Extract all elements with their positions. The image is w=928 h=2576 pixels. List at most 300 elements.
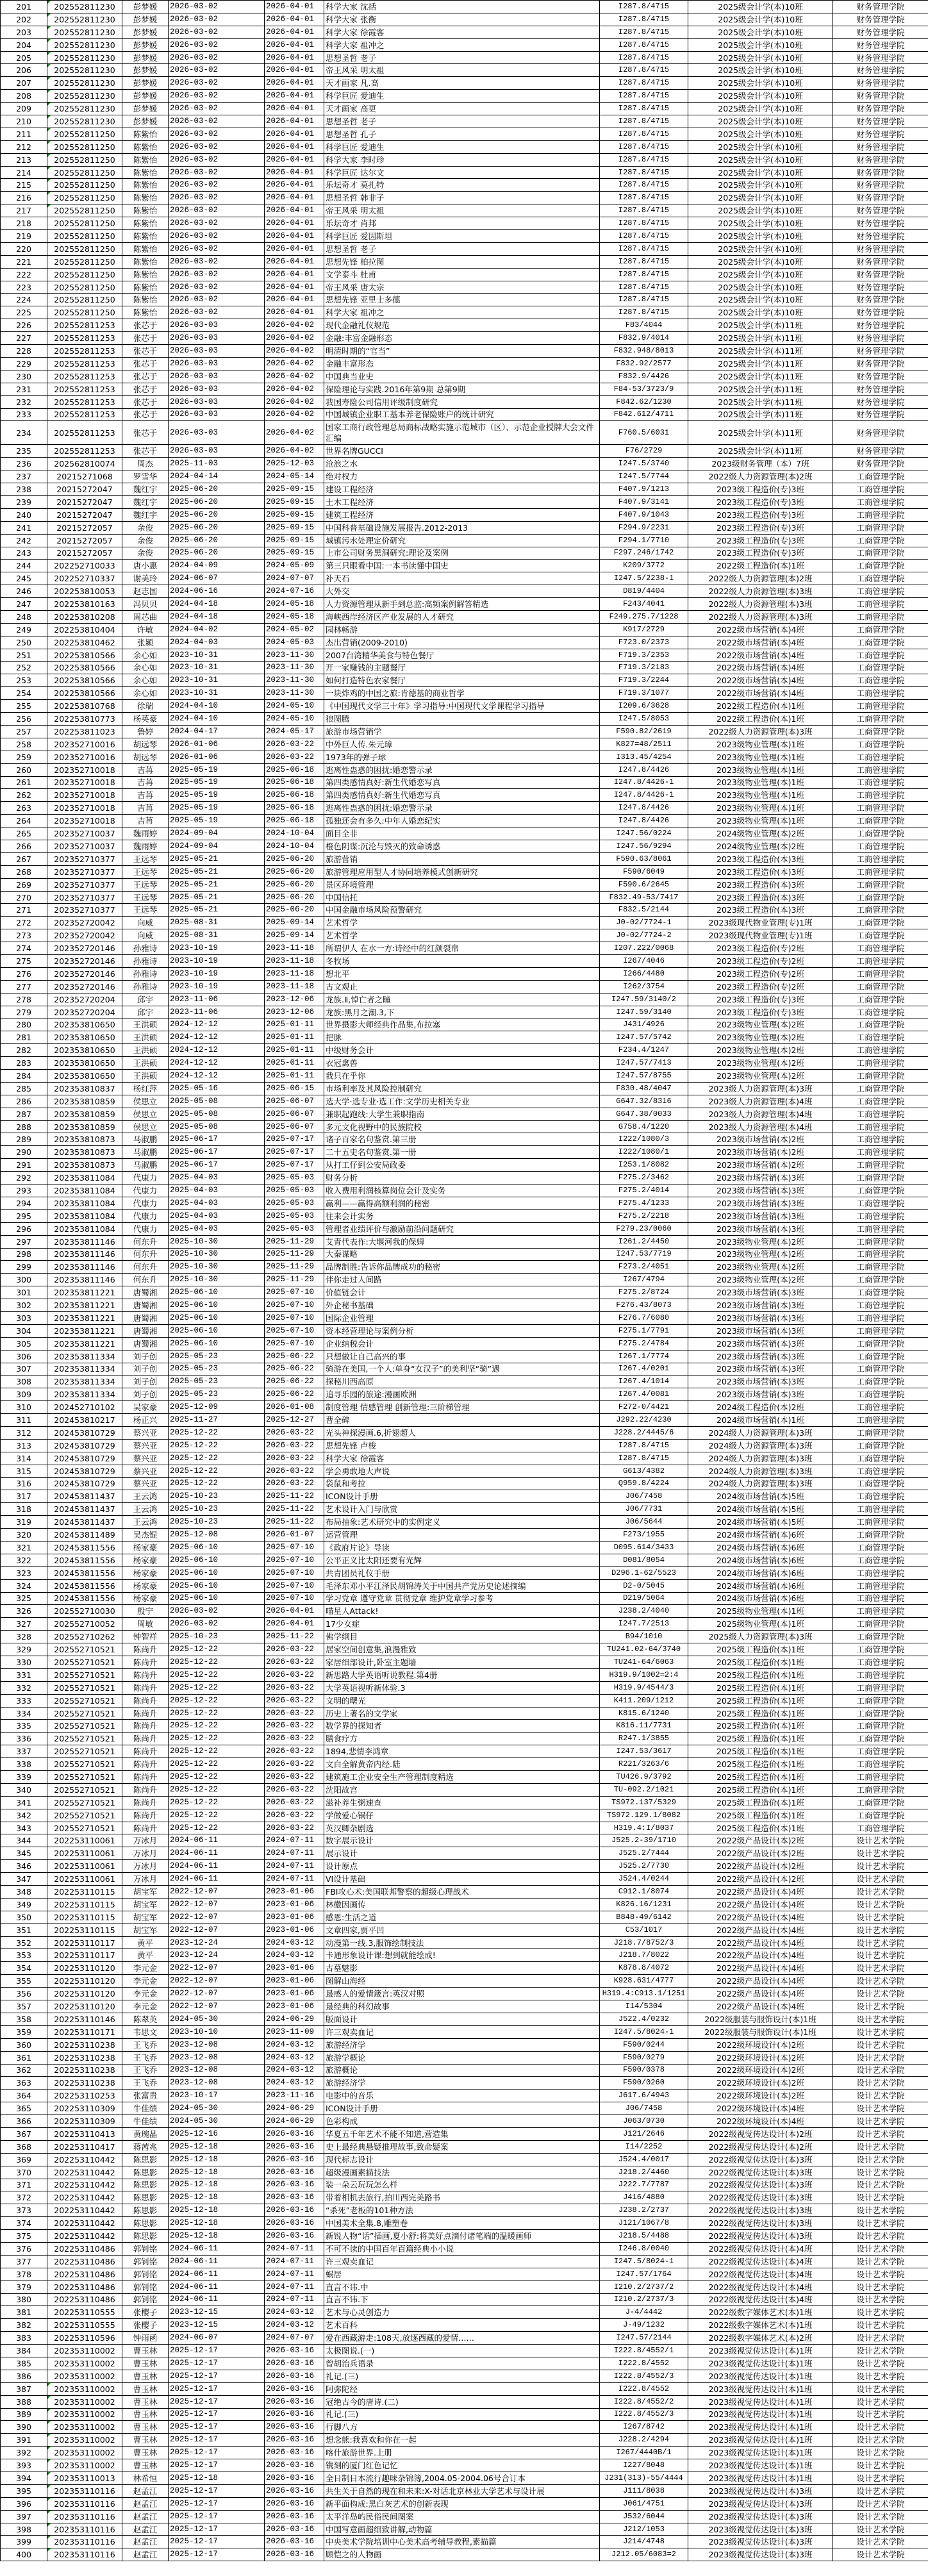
book-title-cell[interactable]: 思想圣哲 老子	[324, 242, 600, 255]
borrow-date-cell[interactable]: 2026-03-02	[169, 1605, 265, 1618]
book-title-cell[interactable]: 收入费用利润核算岗位会计及实务	[324, 1184, 600, 1197]
call-number-cell[interactable]: F832.5/2144	[600, 904, 688, 917]
call-number-cell[interactable]: J121/1067/8	[600, 2217, 688, 2230]
student-id-cell[interactable]: 202353811146	[47, 1248, 122, 1261]
borrow-date-cell[interactable]: 2026-03-02	[169, 26, 265, 38]
class-cell[interactable]: 2025级会计学(本)11班	[688, 395, 833, 408]
student-name-cell[interactable]: 赵孟江	[122, 2548, 169, 2561]
book-title-cell[interactable]: 新思路大学英语听说教程.第4册	[324, 1668, 600, 1681]
student-id-cell[interactable]: 202352710377	[47, 891, 122, 904]
student-name-cell[interactable]: 赵孟江	[122, 2484, 169, 2497]
row-index-cell[interactable]: 277	[1, 980, 47, 993]
book-title-cell[interactable]: 人力资源管理从新手到总监:高频案例解答精选	[324, 598, 600, 611]
book-title-cell[interactable]: 建设工程经济	[324, 483, 600, 496]
call-number-cell[interactable]: F407.9/1213	[600, 483, 688, 496]
due-date-cell[interactable]: 2026-03-22	[265, 1452, 324, 1465]
college-cell[interactable]: 设计艺术学院	[833, 1886, 928, 1899]
class-cell[interactable]: 2023级物业管理(本)2班	[688, 1248, 833, 1261]
borrow-date-cell[interactable]: 2026-03-02	[169, 13, 265, 26]
student-id-cell[interactable]: 202353110002	[47, 2345, 122, 2357]
student-name-cell[interactable]: 刘子创	[122, 1350, 169, 1363]
book-title-cell[interactable]: 城镇污水处理定价研究	[324, 534, 600, 547]
student-id-cell[interactable]: 202253110115	[47, 1924, 122, 1936]
borrow-date-cell[interactable]: 2026-01-06	[169, 738, 265, 751]
student-id-cell[interactable]: 202453811556	[47, 1592, 122, 1605]
college-cell[interactable]: 工商管理学院	[833, 1337, 928, 1350]
student-id-cell[interactable]: 20215272057	[47, 547, 122, 560]
book-title-cell[interactable]: 学习党章 遵守党章 贯彻党章 维护党章学习参考	[324, 1592, 600, 1605]
college-cell[interactable]: 工商管理学院	[833, 1771, 928, 1784]
row-index-cell[interactable]: 381	[1, 2306, 47, 2319]
student-name-cell[interactable]: 曹玉林	[122, 2395, 169, 2408]
student-name-cell[interactable]: 魏红宇	[122, 495, 169, 508]
book-title-cell[interactable]: 所谓伊人 在水一方:诗经中的红颜裂帛	[324, 942, 600, 955]
due-date-cell[interactable]: 2026-03-22	[265, 1745, 324, 1758]
college-cell[interactable]: 工商管理学院	[833, 751, 928, 763]
book-title-cell[interactable]: 《中国现代文学三十年》学习指导:中国现代文学课程学习指导	[324, 700, 600, 713]
college-cell[interactable]: 财务管理学院	[833, 319, 928, 332]
book-title-cell[interactable]: 新平面构成:黑白灰艺术的创新表现	[324, 2497, 600, 2510]
college-cell[interactable]: 工商管理学院	[833, 1108, 928, 1120]
class-cell[interactable]: 2023级视觉传达设计(本)1班	[688, 2459, 833, 2472]
call-number-cell[interactable]: F832.9/4014	[600, 332, 688, 345]
row-index-cell[interactable]: 389	[1, 2408, 47, 2421]
due-date-cell[interactable]: 2024-07-07	[265, 572, 324, 585]
student-name-cell[interactable]: 吉苒	[122, 802, 169, 815]
class-cell[interactable]: 2022级人力资源管理(本)3班	[688, 585, 833, 598]
college-cell[interactable]: 财务管理学院	[833, 38, 928, 51]
student-id-cell[interactable]: 202253110120	[47, 1988, 122, 2000]
book-title-cell[interactable]: VI设计基础	[324, 1873, 600, 1886]
college-cell[interactable]: 财务管理学院	[833, 140, 928, 153]
borrow-date-cell[interactable]: 2026-03-02	[169, 140, 265, 153]
row-index-cell[interactable]: 292	[1, 1172, 47, 1184]
call-number-cell[interactable]: F243/4041	[600, 598, 688, 611]
due-date-cell[interactable]: 2026-04-01	[265, 179, 324, 192]
row-index-cell[interactable]: 256	[1, 713, 47, 726]
class-cell[interactable]: 2023级工程造价(本)3班	[688, 865, 833, 878]
book-title-cell[interactable]: 镌刻的厦门红色记忆	[324, 2459, 600, 2472]
college-cell[interactable]: 工商管理学院	[833, 917, 928, 929]
due-date-cell[interactable]: 2026-04-01	[265, 306, 324, 319]
student-id-cell[interactable]: 202552811250	[47, 294, 122, 306]
student-id-cell[interactable]	[47, 1, 122, 13]
row-index-cell[interactable]: 373	[1, 2204, 47, 2217]
student-id-cell[interactable]: 202253810404	[47, 623, 122, 636]
class-cell[interactable]: 2025级工程造价(本)1班	[688, 1771, 833, 1784]
call-number-cell[interactable]: F723.0/2373	[600, 636, 688, 649]
row-index-cell[interactable]: 275	[1, 955, 47, 968]
call-number-cell[interactable]: H319.4:I/8037	[600, 1822, 688, 1834]
call-number-cell[interactable]: F83/4044	[600, 319, 688, 332]
student-id-cell[interactable]: 202253810053	[47, 585, 122, 598]
student-id-cell[interactable]	[47, 2484, 122, 2497]
row-index-cell[interactable]: 313	[1, 1439, 47, 1452]
college-cell[interactable]: 工商管理学院	[833, 1274, 928, 1286]
call-number-cell[interactable]: K827=48/2511	[600, 738, 688, 751]
call-number-cell[interactable]: R221/3263/6	[600, 1758, 688, 1771]
college-cell[interactable]: 工商管理学院	[833, 955, 928, 968]
due-date-cell[interactable]: 2026-04-01	[265, 242, 324, 255]
row-index-cell[interactable]: 263	[1, 802, 47, 815]
borrow-date-cell[interactable]: 2025-08-31	[169, 917, 265, 929]
row-index-cell[interactable]: 321	[1, 1541, 47, 1554]
college-cell[interactable]: 财务管理学院	[833, 128, 928, 140]
call-number-cell[interactable]: I267/4046	[600, 955, 688, 968]
row-index-cell[interactable]: 279	[1, 1006, 47, 1018]
row-index-cell[interactable]: 223	[1, 281, 47, 294]
book-title-cell[interactable]: 喵星人Attack!	[324, 1605, 600, 1618]
book-title-cell[interactable]: 伴你走过人间路	[324, 1274, 600, 1286]
student-id-cell[interactable]	[47, 2523, 122, 2536]
due-date-cell[interactable]: 2026-03-22	[265, 738, 324, 751]
student-name-cell[interactable]: 陈思影	[122, 2230, 169, 2243]
row-index-cell[interactable]: 265	[1, 827, 47, 840]
class-cell[interactable]: 2023级市场营销(本)3班	[688, 1324, 833, 1337]
due-date-cell[interactable]: 2025-06-07	[265, 1108, 324, 1120]
row-index-cell[interactable]: 239	[1, 495, 47, 508]
book-title-cell[interactable]: FBI攻心术:美国联邦警察的超级心理战术	[324, 1886, 600, 1899]
row-index-cell[interactable]: 370	[1, 2166, 47, 2179]
row-index-cell[interactable]: 346	[1, 1860, 47, 1873]
due-date-cell[interactable]: 2026-04-01	[265, 90, 324, 103]
borrow-date-cell[interactable]: 2026-03-03	[169, 445, 265, 458]
college-cell[interactable]: 设计艺术学院	[833, 2370, 928, 2382]
college-cell[interactable]: 财务管理学院	[833, 230, 928, 243]
class-cell[interactable]: 2023级工程造价(本)3班	[688, 891, 833, 904]
class-cell[interactable]: 2024级市场营销(本)5班	[688, 1503, 833, 1516]
college-cell[interactable]: 财务管理学院	[833, 357, 928, 370]
class-cell[interactable]: 2025级工程造价(本)1班	[688, 1809, 833, 1822]
row-index-cell[interactable]: 231	[1, 383, 47, 395]
class-cell[interactable]: 2022级产品设计(本)2班	[688, 1847, 833, 1860]
student-id-cell[interactable]: 202253110061	[47, 1847, 122, 1860]
class-cell[interactable]: 2022级人力资源管理(本)2班	[688, 572, 833, 585]
student-id-cell[interactable]: 202552710521	[47, 1681, 122, 1694]
borrow-date-cell[interactable]: 2025-06-20	[169, 508, 265, 521]
class-cell[interactable]: 2023级市场营销(本)3班	[688, 1197, 833, 1209]
student-id-cell[interactable]: 202253110442	[47, 2179, 122, 2191]
row-index-cell[interactable]: 268	[1, 865, 47, 878]
call-number-cell[interactable]: I287.8/4715	[600, 153, 688, 166]
book-title-cell[interactable]: 科学大家 祖冲之	[324, 38, 600, 51]
class-cell[interactable]: 2022级环境设计(本)2班	[688, 2064, 833, 2077]
student-name-cell[interactable]: 吉苒	[122, 763, 169, 776]
book-title-cell[interactable]: 大外交	[324, 585, 600, 598]
college-cell[interactable]: 工商管理学院	[833, 1720, 928, 1733]
student-name-cell[interactable]: 陈尚升	[122, 1681, 169, 1694]
book-title-cell[interactable]: 天才画家 高更	[324, 103, 600, 115]
book-title-cell[interactable]: 顾恺之的人物画	[324, 2548, 600, 2561]
row-index-cell[interactable]: 250	[1, 636, 47, 649]
student-id-cell[interactable]	[47, 90, 122, 103]
student-name-cell[interactable]: 王远琴	[122, 865, 169, 878]
student-name-cell[interactable]: 杨红萍	[122, 1082, 169, 1095]
college-cell[interactable]: 工商管理学院	[833, 560, 928, 572]
book-title-cell[interactable]: 中央美术学院培训中心美术高考辅导教程,素描篇	[324, 2536, 600, 2548]
due-date-cell[interactable]: 2023-01-06	[265, 1988, 324, 2000]
row-index-cell[interactable]: 397	[1, 2510, 47, 2523]
book-title-cell[interactable]: 最经典的科幻故事	[324, 2000, 600, 2013]
borrow-date-cell[interactable]: 2023-10-31	[169, 674, 265, 687]
class-cell[interactable]: 2022级服装与服饰设计(本)1班	[688, 2013, 833, 2025]
college-cell[interactable]: 工商管理学院	[833, 1707, 928, 1720]
student-name-cell[interactable]: 张芯于	[122, 319, 169, 332]
book-title-cell[interactable]: 历史上著名的文学家	[324, 1707, 600, 1720]
call-number-cell[interactable]: J214/4748	[600, 2536, 688, 2548]
student-id-cell[interactable]: 202253110238	[47, 2038, 122, 2051]
student-name-cell[interactable]: 陈思影	[122, 2217, 169, 2230]
due-date-cell[interactable]: 2026-03-16	[265, 2191, 324, 2204]
due-date-cell[interactable]: 2024-07-16	[265, 585, 324, 598]
book-title-cell[interactable]: 共生关于自然的现在和未来:X-对话北京林业大学艺术与设计展	[324, 2484, 600, 2497]
student-name-cell[interactable]: 李元金	[122, 1975, 169, 1988]
call-number-cell[interactable]: J238.2/4040	[600, 1605, 688, 1618]
class-cell[interactable]: 2022级市场营销(本)4班	[688, 623, 833, 636]
college-cell[interactable]: 工商管理学院	[833, 649, 928, 661]
class-cell[interactable]: 2023级工程造价(专)2班	[688, 980, 833, 993]
student-id-cell[interactable]: 202253810566	[47, 674, 122, 687]
borrow-date-cell[interactable]: 2025-10-23	[169, 1516, 265, 1529]
borrow-date-cell[interactable]: 2024-06-11	[169, 2255, 265, 2268]
student-name-cell[interactable]: 彭梦媛	[122, 1, 169, 13]
borrow-date-cell[interactable]: 2024-06-11	[169, 1873, 265, 1886]
student-id-cell[interactable]: 202453810729	[47, 1452, 122, 1465]
class-cell[interactable]: 2022级视觉传达设计(本)4班	[688, 2255, 833, 2268]
borrow-date-cell[interactable]: 2025-05-23	[169, 1350, 265, 1363]
college-cell[interactable]: 工商管理学院	[833, 1044, 928, 1057]
borrow-date-cell[interactable]: 2025-05-08	[169, 1120, 265, 1133]
college-cell[interactable]: 财务管理学院	[833, 281, 928, 294]
due-date-cell[interactable]: 2025-11-29	[265, 1274, 324, 1286]
student-id-cell[interactable]: 202552811253	[47, 408, 122, 421]
borrow-date-cell[interactable]: 2024-06-11	[169, 1847, 265, 1860]
student-id-cell[interactable]: 202353810837	[47, 1082, 122, 1095]
call-number-cell[interactable]: I222.8/4552	[600, 2357, 688, 2370]
college-cell[interactable]: 工商管理学院	[833, 1643, 928, 1656]
row-index-cell[interactable]: 348	[1, 1886, 47, 1899]
student-id-cell[interactable]: 202552811253	[47, 383, 122, 395]
borrow-date-cell[interactable]: 2025-12-17	[169, 2421, 265, 2434]
class-cell[interactable]: 2023级人力资源管理(本)3班	[688, 1082, 833, 1095]
due-date-cell[interactable]: 2024-03-12	[265, 2306, 324, 2319]
book-title-cell[interactable]: 文明的曙光	[324, 1694, 600, 1707]
student-name-cell[interactable]: 陈尚升	[122, 1733, 169, 1745]
student-name-cell[interactable]: 代康力	[122, 1209, 169, 1222]
class-cell[interactable]: 2025级物业管理(本)1班	[688, 1618, 833, 1631]
class-cell[interactable]: 2023级视觉传达设计(本)1班	[688, 2434, 833, 2447]
student-name-cell[interactable]: 唐蜀湘	[122, 1324, 169, 1337]
student-id-cell[interactable]: 202253110486	[47, 2268, 122, 2281]
call-number-cell[interactable]: D081/8054	[600, 1554, 688, 1566]
class-cell[interactable]: 2023级物业管理(本)2班	[688, 1274, 833, 1286]
student-id-cell[interactable]: 202253110238	[47, 2064, 122, 2077]
book-title-cell[interactable]: 思想圣哲 韩非子	[324, 192, 600, 204]
call-number-cell[interactable]: J06/5644	[600, 1516, 688, 1529]
class-cell[interactable]: 2024级市场营销(本)6班	[688, 1541, 833, 1554]
row-index-cell[interactable]: 238	[1, 483, 47, 496]
borrow-date-cell[interactable]: 2025-12-17	[169, 2408, 265, 2421]
borrow-date-cell[interactable]: 2025-05-23	[169, 1388, 265, 1401]
due-date-cell[interactable]: 2025-12-27	[265, 1414, 324, 1427]
book-title-cell[interactable]: 佛学纲目	[324, 1631, 600, 1643]
student-name-cell[interactable]: 万冰月	[122, 1834, 169, 1847]
due-date-cell[interactable]: 2026-03-16	[265, 2459, 324, 2472]
call-number-cell[interactable]: F832.948/8013	[600, 345, 688, 358]
student-id-cell[interactable]	[47, 2408, 122, 2421]
call-number-cell[interactable]: J525.2/7444	[600, 1847, 688, 1860]
student-id-cell[interactable]: 202253110442	[47, 2191, 122, 2204]
student-name-cell[interactable]: 陈紫怡	[122, 294, 169, 306]
college-cell[interactable]: 财务管理学院	[833, 294, 928, 306]
class-cell[interactable]: 2025级会计学(本)10班	[688, 268, 833, 281]
borrow-date-cell[interactable]: 2024-04-10	[169, 713, 265, 726]
borrow-date-cell[interactable]: 2026-03-02	[169, 242, 265, 255]
college-cell[interactable]: 工商管理学院	[833, 1197, 928, 1209]
book-title-cell[interactable]: 我只在乎你	[324, 1070, 600, 1083]
due-date-cell[interactable]: 2025-07-10	[265, 1324, 324, 1337]
book-title-cell[interactable]: 把脉	[324, 1031, 600, 1044]
book-title-cell[interactable]: 文章四家,贾平凹	[324, 1924, 600, 1936]
row-index-cell[interactable]: 319	[1, 1516, 47, 1529]
student-name-cell[interactable]: 王洪硕	[122, 1018, 169, 1031]
borrow-date-cell[interactable]: 2025-04-03	[169, 1197, 265, 1209]
book-title-cell[interactable]: 旅游营销	[324, 852, 600, 865]
student-id-cell[interactable]: 20215272047	[47, 495, 122, 508]
student-name-cell[interactable]: 蔡兴亚	[122, 1452, 169, 1465]
student-name-cell[interactable]: 邱宇	[122, 993, 169, 1006]
book-title-cell[interactable]: 世界摄影大师经典作品集,布拉塞	[324, 1018, 600, 1031]
due-date-cell[interactable]: 2025-06-20	[265, 891, 324, 904]
borrow-date-cell[interactable]: 2025-12-22	[169, 1783, 265, 1796]
call-number-cell[interactable]: I287.8/4715	[600, 103, 688, 115]
college-cell[interactable]: 财务管理学院	[833, 51, 928, 64]
call-number-cell[interactable]: I287.8/4715	[600, 268, 688, 281]
book-title-cell[interactable]: 旅游概论	[324, 2064, 600, 2077]
college-cell[interactable]: 财务管理学院	[833, 90, 928, 103]
borrow-date-cell[interactable]: 2025-06-20	[169, 483, 265, 496]
borrow-date-cell[interactable]: 2025-05-23	[169, 1375, 265, 1388]
student-name-cell[interactable]: 陈紫怡	[122, 255, 169, 268]
book-title-cell[interactable]: 膳食疗方	[324, 1733, 600, 1745]
student-name-cell[interactable]: 侯思立	[122, 1120, 169, 1133]
class-cell[interactable]: 2025级会计学(本)11班	[688, 445, 833, 458]
college-cell[interactable]: 财务管理学院	[833, 103, 928, 115]
row-index-cell[interactable]: 289	[1, 1133, 47, 1146]
borrow-date-cell[interactable]: 2026-03-02	[169, 255, 265, 268]
call-number-cell[interactable]: J0-02/7724-2	[600, 929, 688, 942]
book-title-cell[interactable]: 思想先锋 亚里士多德	[324, 294, 600, 306]
book-title-cell[interactable]: 骑游在美国,一个人:单身“女汉子”的美利坚“骑”遇	[324, 1363, 600, 1375]
borrow-date-cell[interactable]: 2022-12-07	[169, 1975, 265, 1988]
college-cell[interactable]: 工商管理学院	[833, 1490, 928, 1503]
due-date-cell[interactable]: 2025-09-15	[265, 495, 324, 508]
call-number-cell[interactable]: H319.9/4544/3	[600, 1681, 688, 1694]
book-title-cell[interactable]: 科学巨匠 爱迪生	[324, 140, 600, 153]
row-index-cell[interactable]: 232	[1, 395, 47, 408]
borrow-date-cell[interactable]: 2026-03-03	[169, 383, 265, 395]
call-number-cell[interactable]: J524.4/0244	[600, 1873, 688, 1886]
student-id-cell[interactable]: 202353810650	[47, 1031, 122, 1044]
due-date-cell[interactable]: 2024-03-12	[265, 2051, 324, 2064]
book-title-cell[interactable]: 2007台湾精华美食与特色餐厅	[324, 649, 600, 661]
class-cell[interactable]: 2025级工程造价(本)1班	[688, 1643, 833, 1656]
book-title-cell[interactable]: 冬牧场	[324, 955, 600, 968]
due-date-cell[interactable]: 2023-01-06	[265, 1911, 324, 1924]
call-number-cell[interactable]: I267.4/0081	[600, 1388, 688, 1401]
borrow-date-cell[interactable]: 2024-04-02	[169, 623, 265, 636]
book-title-cell[interactable]: “杀死”老板的101种方法	[324, 2204, 600, 2217]
student-name-cell[interactable]: 李元金	[122, 1962, 169, 1975]
due-date-cell[interactable]: 2026-04-02	[265, 319, 324, 332]
class-cell[interactable]: 2025级会计学(本)11班	[688, 383, 833, 395]
college-cell[interactable]: 设计艺术学院	[833, 2000, 928, 2013]
due-date-cell[interactable]: 2026-03-16	[265, 2434, 324, 2447]
borrow-date-cell[interactable]: 2024-06-11	[169, 2293, 265, 2306]
student-id-cell[interactable]: 202253810566	[47, 687, 122, 700]
class-cell[interactable]: 2022级视觉传达设计(本)3班	[688, 2204, 833, 2217]
student-id-cell[interactable]: 202253110120	[47, 1975, 122, 1988]
student-id-cell[interactable]: 202352710377	[47, 878, 122, 891]
borrow-date-cell[interactable]: 2025-12-17	[169, 2523, 265, 2536]
call-number-cell[interactable]: J222.7/7787	[600, 2179, 688, 2191]
student-name-cell[interactable]: 杨家豪	[122, 1566, 169, 1579]
class-cell[interactable]: 2024级人力资源管理(本)3班	[688, 1452, 833, 1465]
borrow-date-cell[interactable]: 2025-05-21	[169, 852, 265, 865]
row-index-cell[interactable]: 393	[1, 2459, 47, 2472]
class-cell[interactable]: 2024级人力资源管理(本)3班	[688, 1477, 833, 1490]
student-id-cell[interactable]: 202353811146	[47, 1235, 122, 1248]
student-id-cell[interactable]	[47, 2434, 122, 2447]
book-title-cell[interactable]: 许三观卖血记	[324, 2255, 600, 2268]
call-number-cell[interactable]: I287.8/4715	[600, 64, 688, 77]
class-cell[interactable]: 2024级物业管理(本)2班	[688, 840, 833, 853]
due-date-cell[interactable]: 2025-06-22	[265, 1363, 324, 1375]
class-cell[interactable]: 2023级物业管理(本)2班	[688, 1261, 833, 1274]
book-title-cell[interactable]: 英汉卿杂剧选	[324, 1822, 600, 1834]
call-number-cell[interactable]: I287.8/4715	[600, 294, 688, 306]
call-number-cell[interactable]: J063/0730	[600, 2115, 688, 2128]
borrow-date-cell[interactable]: 2025-12-17	[169, 2548, 265, 2561]
student-name-cell[interactable]: 杨英豪	[122, 713, 169, 726]
student-name-cell[interactable]: 牛佳绩	[122, 2115, 169, 2128]
borrow-date-cell[interactable]: 2026-03-02	[169, 1618, 265, 1631]
borrow-date-cell[interactable]: 2026-03-02	[169, 192, 265, 204]
book-title-cell[interactable]: 国家工商行政管理总局商标战略实施示范城市（区）、示范企业授牌大会文件汇编	[324, 421, 600, 445]
class-cell[interactable]: 2025级会计学(本)10班	[688, 153, 833, 166]
student-id-cell[interactable]: 202453811556	[47, 1541, 122, 1554]
class-cell[interactable]: 2025级会计学(本)11班	[688, 332, 833, 345]
due-date-cell[interactable]: 2025-07-17	[265, 1146, 324, 1159]
due-date-cell[interactable]: 2026-04-01	[265, 38, 324, 51]
college-cell[interactable]: 设计艺术学院	[833, 2127, 928, 2140]
student-id-cell[interactable]: 202353811084	[47, 1197, 122, 1209]
student-name-cell[interactable]: 陈紫怡	[122, 128, 169, 140]
college-cell[interactable]: 工商管理学院	[833, 1631, 928, 1643]
book-title-cell[interactable]: 明清时期的“官当”	[324, 345, 600, 358]
call-number-cell[interactable]: I287.8/4715	[600, 77, 688, 90]
call-number-cell[interactable]: I266/4480	[600, 967, 688, 980]
due-date-cell[interactable]: 2025-06-22	[265, 1350, 324, 1363]
student-id-cell[interactable]: 202453810729	[47, 1465, 122, 1477]
borrow-date-cell[interactable]: 2025-06-10	[169, 1541, 265, 1554]
class-cell[interactable]: 2022级产品设计(本)2班	[688, 1860, 833, 1873]
call-number-cell[interactable]: TU426.9/3792	[600, 1771, 688, 1784]
student-id-cell[interactable]: 202253110238	[47, 2051, 122, 2064]
class-cell[interactable]: 2022级视觉传达设计(本)4班	[688, 2293, 833, 2306]
row-index-cell[interactable]: 361	[1, 2051, 47, 2064]
due-date-cell[interactable]: 2026-03-16	[265, 2548, 324, 2561]
